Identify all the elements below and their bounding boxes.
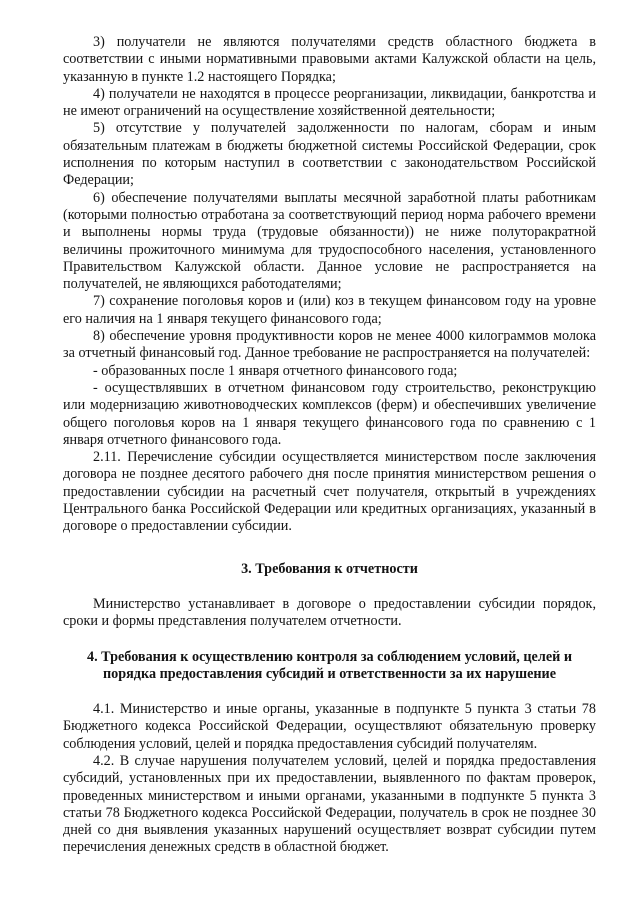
paragraph-4-2: 4.2. В случае нарушения получателем условий, целей и порядка предоставления субсидий, установленных при их предоставлении, выявленного по фактам проверок, проведенных министерством и иными органами, указанными в подпункте 5 пункта 3 статьи 78 Бюджетного кодекса Российской Федерации, получатель в срок не позднее 30 дней со дня выявления указанных нарушений осуществляет возврат субсидии путем перечисления денежных средств в областной бюджет.	[63, 752, 596, 856]
section-4-heading-line1: 4. Требования к осуществлению контроля за соблюдением условий, целей и	[86, 648, 573, 665]
paragraph-item-7: 7) сохранение поголовья коров и (или) коз в текущем финансовом году на уровне его наличия на 1 января текущего финансового года;	[63, 293, 596, 327]
section-4-heading-line2: порядка предоставления субсидий и ответственности за их нарушение	[102, 665, 557, 682]
paragraph-4-1: 4.1. Министерство и иные органы, указанные в подпункте 5 пункта 3 статьи 78 Бюджетного кодекса Российской Федерации, осуществляют обязательную проверку соблюдения условий, целей и порядка предоставления субсидий получателям.	[63, 701, 596, 752]
paragraph-item-6: 6) обеспечение получателями выплаты месячной заработной платы работникам (которыми полностью отработана за соответствующий период норма рабочего времени и выполнены нормы труда (трудовые обязанности)) не ниже полуторакратной величины прожиточного минимума для трудоспособного населения, установленного Правительством Калужской области. Данное условие не распространяется на получателей, не являющихся работодателями;	[63, 189, 596, 293]
paragraph-dash-1: - образованных после 1 января отчетного финансового года;	[93, 362, 458, 379]
spacer	[63, 578, 596, 596]
section-3-heading: 3. Требования к отчетности	[241, 560, 418, 577]
paragraph-item-8: 8) обеспечение уровня продуктивности коров не менее 4000 килограммов молока за отчетный финансовый год. Данное требование не распространяется на получателей:	[63, 328, 596, 362]
spacer	[63, 536, 596, 561]
spacer	[63, 631, 596, 649]
spacer	[63, 683, 596, 701]
section-4-heading	[63, 649, 596, 684]
paragraph-dash-2: - осуществлявших в отчетном финансовом году строительство, реконструкцию или модернизацию животноводческих комплексов (ферм) и обеспечивших увеличение общего поголовья коров на 1 января текущего финансового года по сравнению с 1 января отчетного финансового года.	[63, 379, 596, 448]
paragraph-item-3: 3) получатели не являются получателями средств областного бюджета в соответствии с иными нормативными правовыми актами Калужской области на цель, указанную в пункте 1.2 настоящего Порядка;	[63, 34, 596, 85]
paragraph-item-5: 5) отсутствие у получателей задолженности по налогам, сборам и иным обязательным платежам в бюджеты бюджетной системы Российской Федерации, срок исполнения по которым наступил в соответствии с законодательством Российской Федерации;	[63, 120, 596, 189]
section-3-paragraph: Министерство устанавливает в договоре о предоставлении субсидии порядок, сроки и формы представления получателем отчетности.	[63, 595, 596, 630]
paragraph-2-11: 2.11. Перечисление субсидии осуществляется министерством после заключения договора не позднее десятого рабочего дня после принятия министерством решения о предоставлении субсидии на расчетный счет получателя, открытый в учреждениях Центрального банка Российской Федерации или кредитных организациях, указанный в договоре о предоставлении субсидии.	[63, 449, 596, 535]
paragraph-item-4: 4) получатели не находятся в процессе реорганизации, ликвидации, банкротства и не имеют ограничений на осуществление хозяйственной деятельности;	[63, 85, 596, 120]
